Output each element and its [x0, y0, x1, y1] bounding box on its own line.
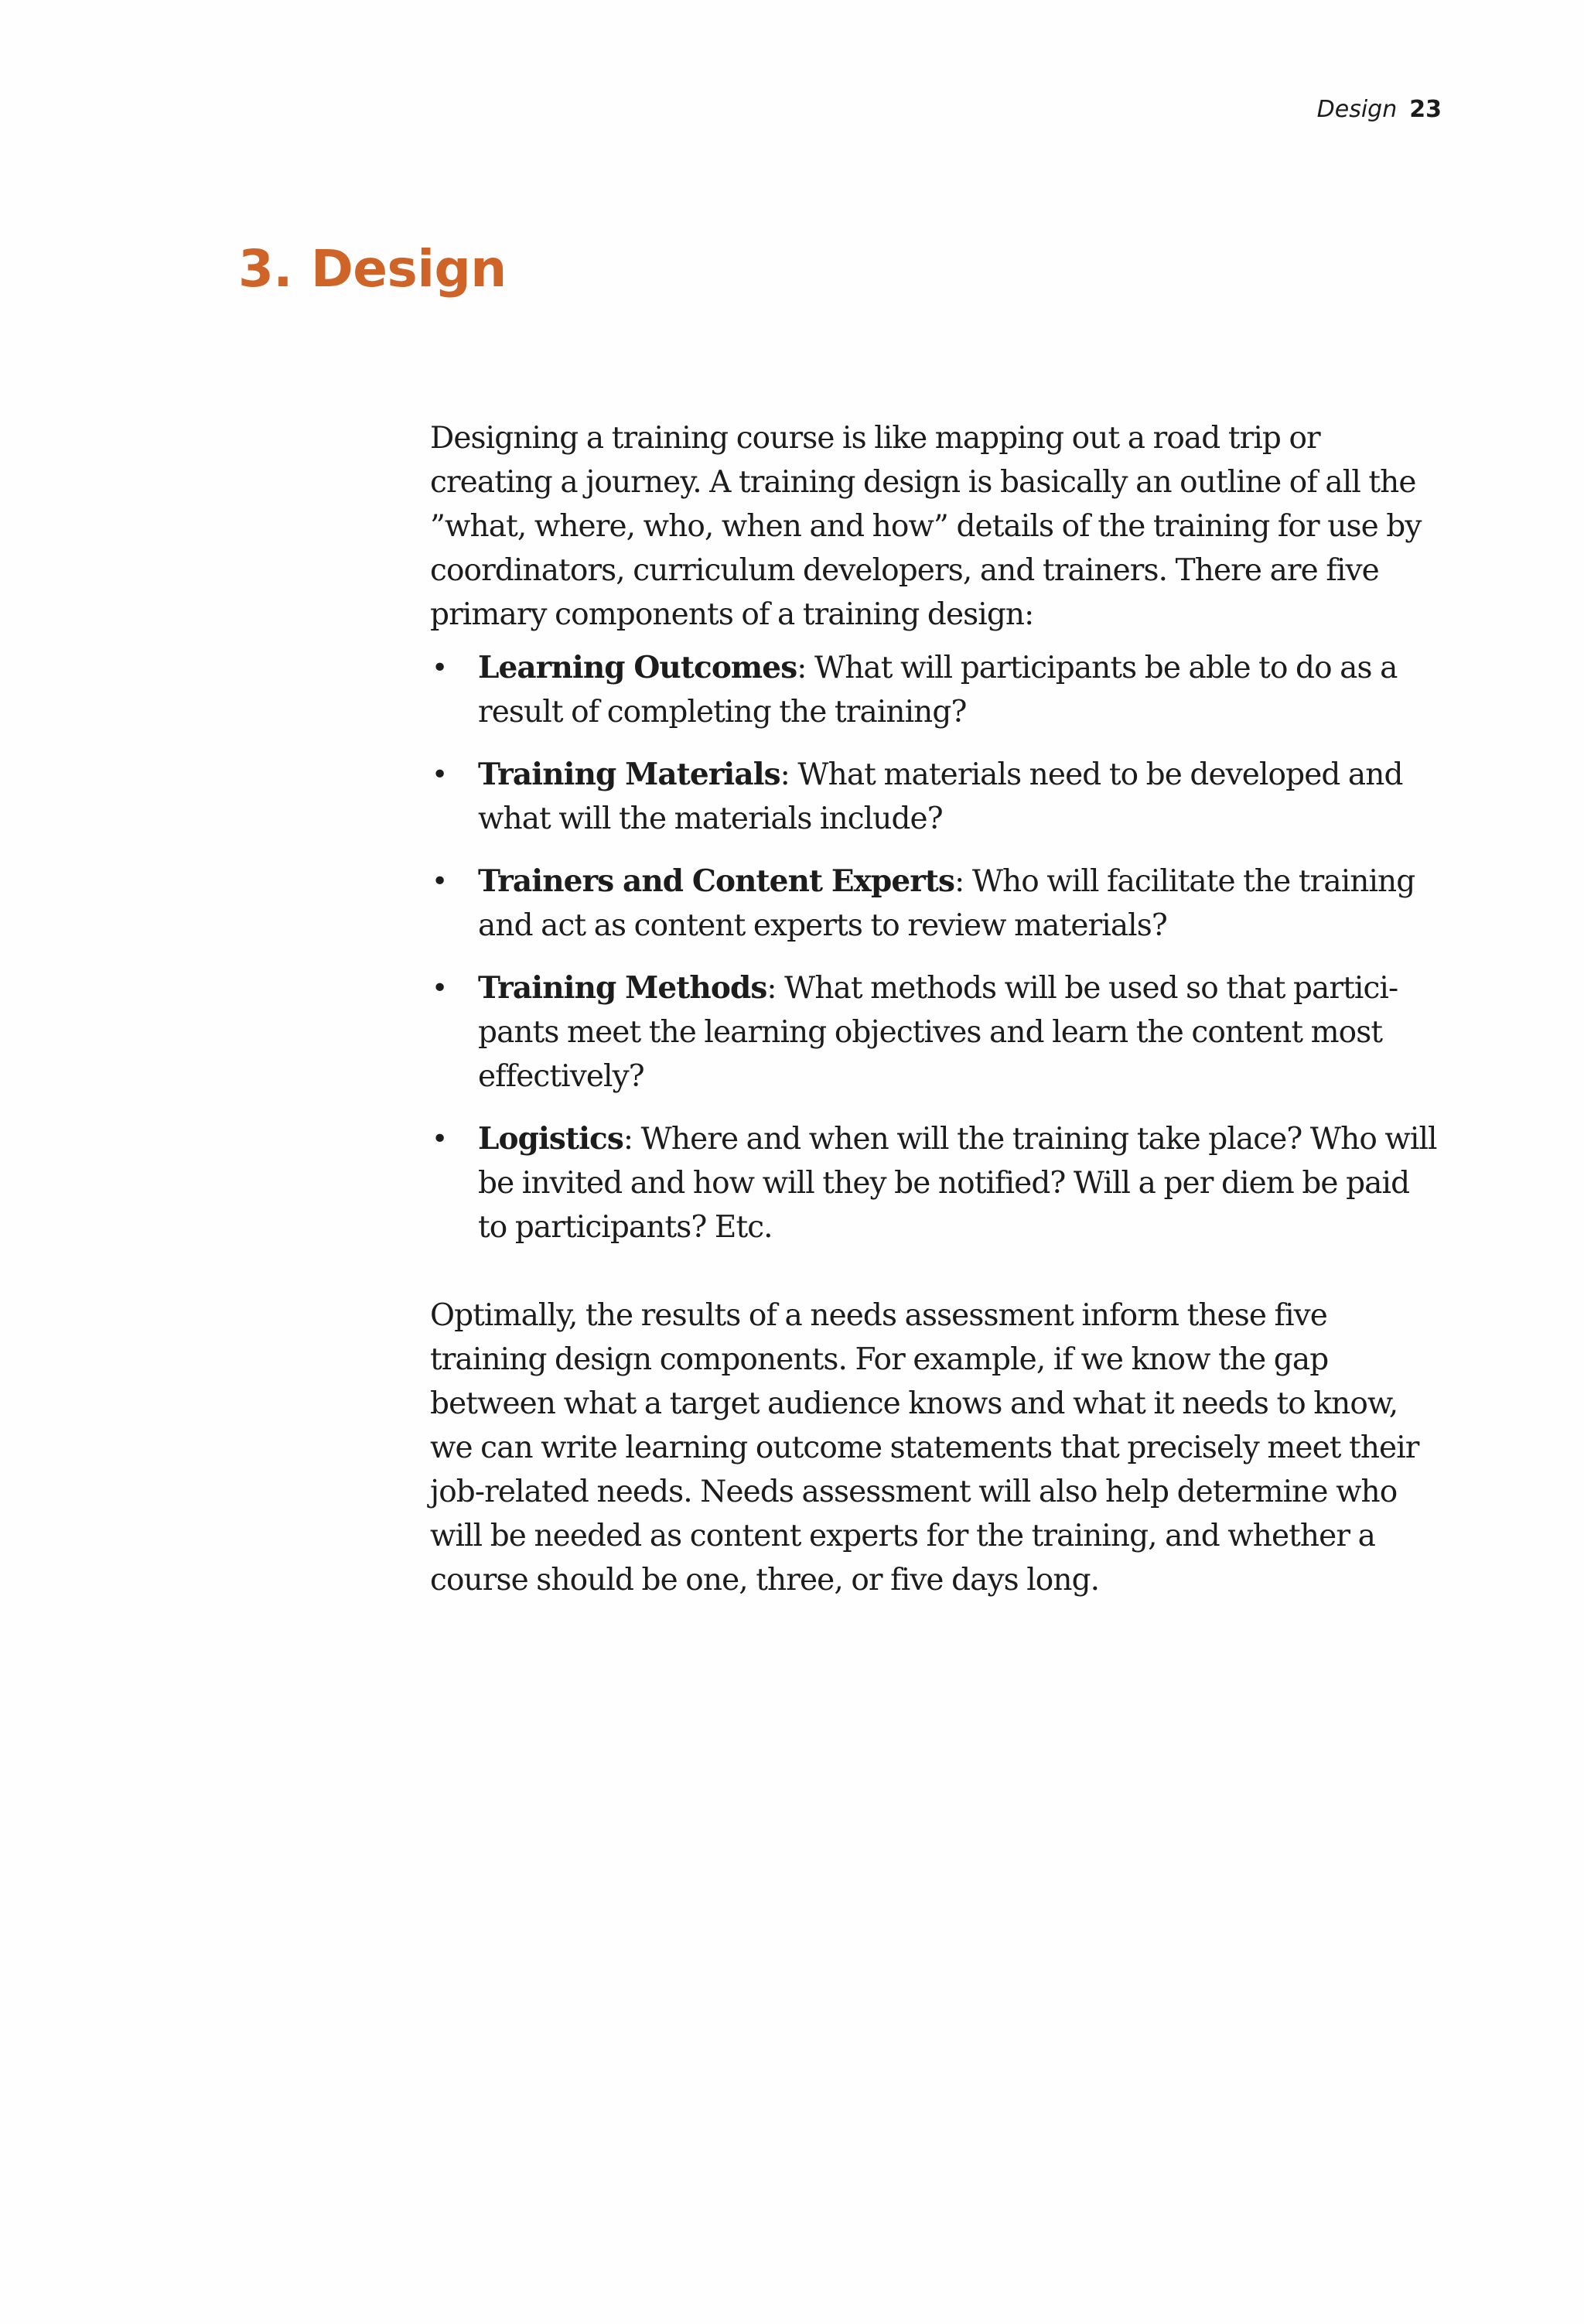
running-head-section: Design: [1316, 96, 1398, 123]
component-term: Trainers and Content Experts: [478, 863, 955, 899]
list-item: [430, 753, 1443, 841]
body-text: [430, 416, 1443, 1602]
page-number: 23: [1409, 96, 1442, 123]
component-description: What materials need to be developed and what will the materials include?: [478, 757, 1403, 836]
chapter-number: 3.: [238, 239, 292, 299]
component-separator: :: [780, 757, 790, 792]
intro-paragraph: Designing a training course is like mapping out a road trip or creating a journey. A training design is basically an outline of all the ”what, where, who, when and how” details of the training for use by coordinators, curriculum developers, and trainers. There are five primary components of a training design:: [430, 421, 1422, 632]
list-item: [430, 860, 1443, 948]
closing-paragraph: Optimally, the results of a needs assessment inform these five training design components. For example, if we know the gap between what a target audience knows and what it needs to know, we can write learning outcome statements that precisely meet their job-related needs. Needs assessment will also help determine who will be needed as content experts for the training, and whether a course should be one, three, or five days long.: [430, 1298, 1419, 1598]
bullet-icon: •: [432, 972, 448, 1004]
component-description: Who will facilitate the training and act as content experts to review materials?: [478, 864, 1415, 943]
component-separator: :: [797, 651, 807, 685]
bullet-icon: •: [432, 866, 448, 897]
bullet-icon: •: [432, 1123, 448, 1155]
component-separator: :: [623, 1122, 633, 1157]
list-item: [430, 966, 1443, 1099]
list-item: [430, 1117, 1443, 1249]
running-head: [1317, 91, 1442, 128]
list-item: [430, 646, 1443, 734]
component-separator: :: [766, 971, 777, 1006]
bullet-icon: •: [432, 759, 448, 791]
component-term: Logistics: [478, 1121, 623, 1157]
chapter-title-text: Design: [311, 239, 507, 299]
design-components-list: [430, 646, 1443, 1249]
component-term: Training Materials: [478, 757, 780, 792]
chapter-title: [238, 232, 507, 306]
component-description: What methods will be used so that participants meet the learning objectives and learn the content most effectively?: [478, 971, 1399, 1094]
component-description: What will participants be able to do as a result of completing the training?: [478, 651, 1398, 730]
component-term: Learning Outcomes: [478, 650, 797, 685]
bullet-icon: •: [432, 652, 448, 684]
component-separator: :: [954, 864, 964, 899]
component-description: Where and when will the training take place? Who will be invited and how will they be notified? Will a per diem be paid to participants? Etc.: [478, 1122, 1437, 1245]
component-term: Training Methods: [478, 970, 767, 1006]
